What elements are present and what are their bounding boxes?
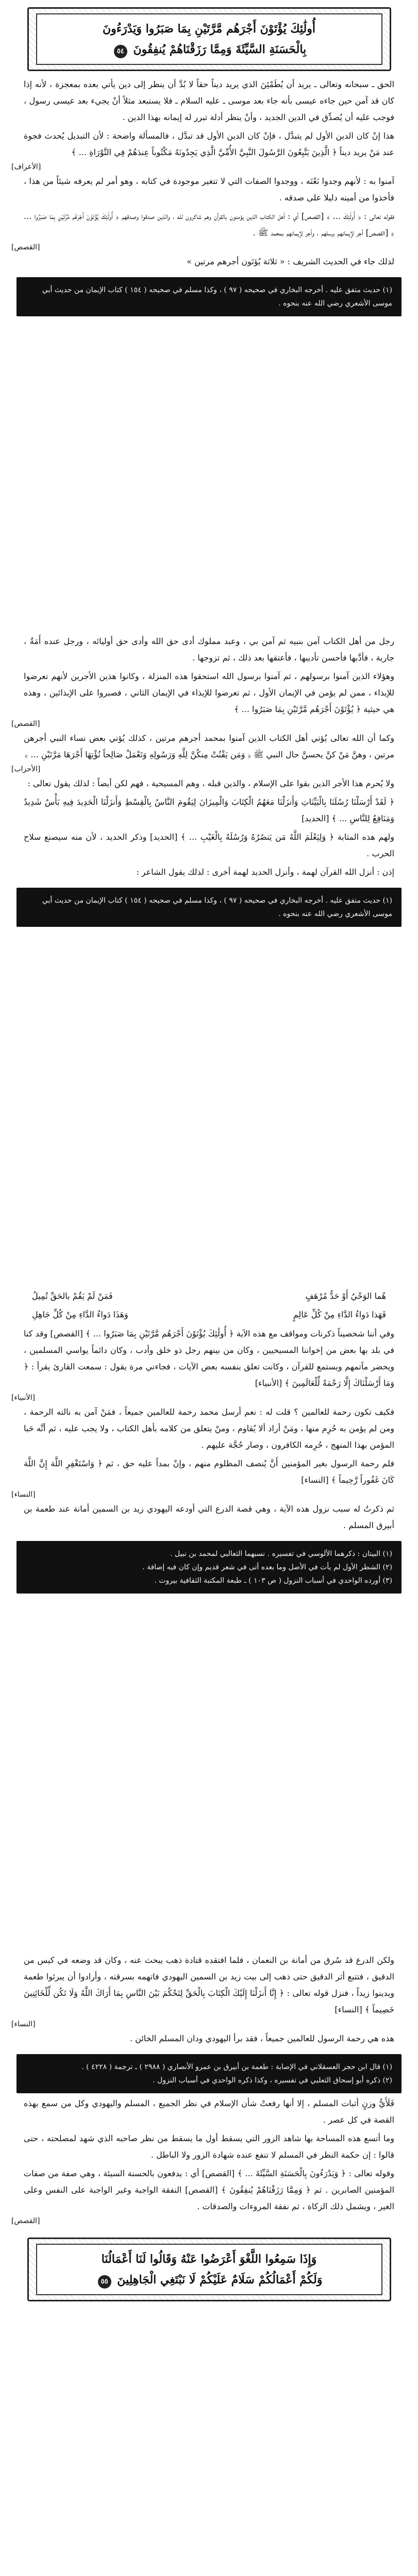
verse-line-1: وَإِذَا سَمِعُوا اللَّغْوَ أَعْرَضُوا عَنْهُ وَقَالُوا لَنَا أَعْمَالُنَا: [101, 2252, 317, 2266]
footnote: (١) حديث متفق عليه . أخرجه البخاري في صحيحه ( ٩٧ ) ، وكذا مسلم في صحيحه ( ١٥٤ ) كتاب الإيمان من حديث أبي موسى الأشعري رضي الله عنه بنحوه .: [42, 896, 392, 918]
paragraph: ﴿ لَقَدْ أَرْسَلْنَا رُسُلَنَا بِالْبَيِّنَاتِ وَأَنزَلْنَا مَعَهُمُ الْكِتَابَ وَالْمِيزَانَ لِيَقُومَ النَّاسُ بِالْقِسْطِ وَأَنزَلْنَا الْحَدِيدَ فِيهِ بَأْسٌ شَدِيدٌ وَمَنَافِعُ لِلنَّاسِ ... ﴾ [الحديد]: [24, 797, 394, 823]
surah-reference: [الأنبياء]: [11, 1394, 35, 1402]
footnote-box: [16, 277, 402, 316]
verse-banner: [27, 2238, 391, 2301]
paragraph: ولكن الدرع قد سُرق من أمانة بن النعمان ، فلما افتقده قتادة ذهب يبحث عنه ، وكان قد وضعه في كيس من الدقيق ، فتتبع أثر الدقيق حتى ذهب إلى بيت زيد بن السمين اليهودي فاتهمه بسرقته ، وأرادوا أن يبرئوا طعمة ويدينوا زيداً ، فنزل قوله تعالى : ﴿ إِنَّا أَنزَلْنَا إِلَيْكَ الْكِتَابَ بِالْحَقِّ لِتَحْكُمَ بَيْنَ النَّاسِ بِمَا أَرَاكَ اللَّهُ وَلَا تَكُن لِّلْخَائِنِينَ خَصِيماً ﴾ [النساء]: [24, 1955, 395, 2014]
footnote-box: [16, 1541, 402, 1594]
ayah-number-badge: ٥٥: [98, 2275, 111, 2289]
ayah-number-badge: ٥٤: [114, 45, 127, 58]
paragraph: آمنوا به : لأنهم وجدوا نَعْتَه ، ووجدوا الصفات التي لا تتغير موجودة في كتابه ، وهو أمر لم يعرفه شيئاً من هذا ، فأخذوا من أمينه دليلا على صدقه .: [24, 176, 394, 202]
surah-reference: [القصص]: [11, 2217, 40, 2225]
paragraph: الحق ـ سبحانه وتعالى ـ يريد أن يُطَمْئِنَ الذي يريد ديناً حقاً لا بُدَّ أن ينظر إلى دين يأتي بعده بمعجزة ، لأنه إذا كان قد آمن حين جاءه عيسى بأنه جاء بعد موسى ـ عليه السلام ـ فلا يستبعد مثلاً أنْ يجيء بعد عيسى رسول ، فوجب عليه أن يُصدِّق في الدين الجديد ، وأنْ ينظر أدلة تبرر له إيمانه بهذا الدين .: [24, 79, 394, 122]
surah-reference: [القصص]: [11, 243, 40, 251]
paragraph: فكيف تكون رحمة للعالمين ؟ قلت له : نعم أرسل محمد رحمة للعالمين جميعاً ، فمَنْ آمن به نالته الرحمة ، ومن لم يؤمن به حُرِم منها ، ومَنْ أراد ألا يُقاوم ، ومنْ يتعلق من كلامه بأهل الكتاب ، ولا يجب عليه ، ثم أنَّه حَبا المؤمن بهذا المنهج ، حُرِمه الكافرون ، وصار حُجَّة عليهم .: [24, 1407, 395, 1450]
verse-line-2: بِالْحَسَنَةِ السَّيِّئَةَ وَمِمَّا رَزَقْنَاهُمْ يُنفِقُونَ ٥٤: [44, 39, 374, 60]
footnote: (٢) الشطر الأول لم يأت في الأصل وما بعده أتى في شعر قديم وإن كان فيه إضافة .: [142, 1563, 392, 1571]
verse-banner-text: [36, 13, 382, 65]
paragraph: فلم رحمة الرسول بغير المؤمنين أَنَّ يُنصف المظلوم منهم ، وإنْ بمداً عليه حق ، ثم ﴿ وَاسْتَغْفِرِ اللَّهَ إِنَّ اللَّهَ كَانَ غَفُوراً رَّحِيماً ﴾ [النساء]: [24, 1459, 394, 1485]
book-page-4: [11, 1950, 407, 2576]
poem-hemistich: هُما الوَحْيُ أَوْ حَدُّ مُرْهَفٍ: [305, 1291, 386, 1301]
poem-hemistich: فَهَذا دَواءُ الدَّاءِ مِنْ كُلِّ عَالِمٍ: [293, 1310, 386, 1319]
verse-banner-text: [36, 2244, 382, 2295]
book-page-1: [11, 0, 407, 631]
paragraph: وكما أن الله تعالى يُؤتي أهل الكتاب الذين آمنوا بمحمد أجرهم مرتين ، كذلك يُؤتي بعض نساء النبي أجرهن مرتين ، وهنَّ مَنْ كنَّ يحسنَّ حال النبي ﷺ ﴿ وَمَن يَقْنُتْ مِنكُنَّ لِلَّهِ وَرَسُولِهِ وَتَعْمَلْ صَالِحاً نُؤْتِهَا أَجْرَهَا مَرَّتَيْنِ ... ﴾: [24, 733, 394, 759]
paragraph: إذن : أنزل الله القرآن لهمة ، وأنزل الحديد لهمة أخرى : لذلك يقول الشاعر :: [136, 867, 394, 877]
poem-verse: [32, 1289, 386, 1304]
book-page-3: [11, 1285, 407, 1950]
surah-reference: [النساء]: [11, 2020, 36, 2028]
surah-reference: [الأحزاب]: [11, 765, 41, 773]
poem-verse: [32, 1307, 386, 1323]
footnote: (١) البيتان : ذكرهما الألوسي في تفسيره . نسبهما الثعالبي لمحمد بن نبيل .: [170, 1550, 392, 1558]
paragraph: رجل من أهل الكتاب آمن بنبيه ثم آمن بي ، وعبد مملوك أدى حق الله وأدى حق أوليائه ، ورجل عنده أَمَةٌ ، جارية ، فأدَّبها فأحسن تأديبها ، فأعتقها بعد ذلك ، ثم تزوجها .: [24, 636, 394, 663]
paragraph: لذلك جاء في الحديث الشريف : « ثلاثة يُؤتَون أجرهم مرتين »: [187, 257, 394, 266]
footnote: (١) حديث متفق عليه . أخرجه البخاري في صحيحه ( ٩٧ ) ، وكذا مسلم في صحيحه ( ١٥٤ ) كتاب الإيمان من حديث أبي موسى الأشعري رضي الله عنه بنحوه .: [42, 286, 392, 308]
verse-line-2: وَلَكُمْ أَعْمَالُكُمْ سَلَامٌ عَلَيْكُمْ لَا نَبْتَغِي الْجَاهِلِينَ ٥٥: [44, 2269, 374, 2290]
footnote: (١) قال ابن حجر العسقلاني في الإصابة : طعمة بن أبيرق بن عمرو الأنصاري ( ٢٩٨٨ ) ـ ترجمة ( ٤٢٢٨ ) .: [81, 2063, 392, 2071]
paragraph: وقوله تعالى : ﴿ وَيَدْرَءُونَ بِالْحَسَنَةِ السَّيِّئَةَ ... ﴾ [القصص] أي : يدفعون بالحسنة السيئة ، وهي صفة من صفات المؤمنين الصابرين . ثم ﴿ وَمِمَّا رَزَقْنَاهُمْ يُنفِقُونَ ﴾ [القصص] النفقة الواجبة وغير الواجبة على النفس وعلى الغير ، ويشمل ذلك الزكاة ، ثم نفقة المروءات والصدقات .: [24, 2168, 394, 2211]
book-page-2: [11, 631, 407, 1285]
poem-hemistich: فَمَنْ لَمْ يَقُمْ بالحَقِّ تُمِيلُ: [32, 1291, 113, 1301]
surah-reference: [النساء]: [11, 1490, 36, 1499]
poem-hemistich: وَهَذَا دَواءُ الدَّاءِ مِنْ كُلِّ جَاهِلِ: [32, 1310, 128, 1319]
surah-reference: [القصص]: [11, 720, 40, 728]
footnote-box: [16, 2054, 402, 2093]
paragraph: ثم ذكرتُ له سبب نزول هذه الآية ، وهي قصة الدرع التي أودعه اليهودي زيد بن السمين أمانة عند طعمة بن أبيرق المسلم .: [24, 1504, 394, 1530]
footnote: (٣) أورده الواحدي في أسباب النزول ( ص ١٠٣ ) ـ طبعة المكتبة الثقافية بيروت .: [154, 1577, 392, 1585]
paragraph: فقوله تعالى : ﴿ أُولَٰئِكَ ... ﴾ [القصص] أي : أهل الكتاب الذين يؤمنون بالقرآن وهم شاكرون لله ، والذين صدقوا وصدقهم ﴿ أُولَٰئِكَ يُؤْتَوْنَ أَجْرَهُم مَّرَّتَيْنِ بِمَا صَبَرُوا ... ﴾ [القصص] أجر لإيمانهم برسلهم ، وأجر لإيمانهم بمحمد ﷺ .: [24, 211, 394, 238]
paragraph: وما أتسع هذه المساحة بها شاهد الزور التي يسقط أول ما يسقط من نظر صاحبه الذي شهد لمصلحته ، حتى قالوا : إن حكمة النظر في المسلم لا تنفع عنده شهادة الزور ولا الباطل .: [24, 2133, 394, 2160]
paragraph: ولهم هذه المثابة ﴿ وَلِيَعْلَمَ اللَّهُ مَن يَنصُرُهُ وَرُسُلَهُ بِالْغَيْبِ ... ﴾ [الحديد] وذكر الحديد ، لأن منه سيصنع سلاح الحرب .: [24, 832, 394, 858]
paragraph: هذا إنْ كان الدين الأول لم يتبدَّل ، فإنْ كان الدين الأول قد تبدَّل ، فالمسألة واضحة : لأن التبديل يُحدث فجوة عند مَنْ يريد ديناً ﴿ الَّذِينَ يَتَّبِعُونَ الرَّسُولَ النَّبِيَّ الأُمِّيَّ الَّذِي يَجِدُونَهُ مَكْتُوباً عِندَهُمْ فِي التَّوْرَاةِ ... ﴾: [24, 131, 394, 157]
verse-banner: [27, 7, 391, 71]
paragraph: هذه هي رحمة الرسول للعالمين جميعاً ، فقد برأ اليهودي ودان المسلم الخائن .: [129, 2033, 394, 2043]
footnote-box: [16, 888, 402, 927]
paragraph: ولا يُحرم هذا الأجر الذين بقوا على الإسلام ، والذين قبله ، وهم المسيحية ، فهم لكن أيضاً : لذلك يقول تعالى :: [27, 778, 394, 788]
verse-line-1: أُولَٰئِكَ يُؤْتَوْنَ أَجْرَهُم مَّرَّتَيْنِ بِمَا صَبَرُوا وَيَدْرَءُونَ: [102, 22, 315, 36]
surah-reference: [الأعراف]: [11, 163, 41, 171]
paragraph: وهؤلاء الذين آمنوا برسولهم ، ثم آمنوا برسول الله استحقوا هذه المنزلة ، وكانوا هذين الأجرين لأنهم تعرضوا للإيذاء ، ممن لم يؤمن في الإيمان الأول ، ثم تعرضوا للإيذاء في الإيمان الثاني ، فصبروا على الإيذائين ، وهذه هي حيثية ﴿ يُؤْتَوْنَ أَجْرَهُم مَّرَّتَيْنِ بِمَا صَبَرُوا ... ﴾: [24, 671, 395, 714]
footnote: (٢) ذكره أبو إسحاق الثعلبي في تفسيره ، وكذا ذكره الواحدي في أسباب النزول .: [153, 2076, 392, 2084]
paragraph: وفي أننا شخصيناً ذكرنات ومواقف مع هذه الآية ﴿ أُولَٰئِكَ يُؤْتَوْنَ أَجْرَهُم مَّرَّتَيْنِ بِمَا صَبَرُوا ... ﴾ [القصص] وقد كنا في بلد بها بعض من إخواننا المسيحيين ، وكان من بينهم رجل ذو خلق وأدب ، وكان دائماً يواسي المسلمين ، ويحضر مآتمهم ويستمع للقرآن ، وكانت تعلق بنفسه بعض الآيات ، فجاءني مرة يقول : سمعت القارئ يقرأ : ﴿ وَمَا أَرْسَلْنَاكَ إِلَّا رَحْمَةً لِّلْعَالَمِينَ ﴾ [الأنبياء]: [24, 1329, 395, 1388]
paragraph: فَلَأَيُّ وزنٍ أثبات المسلم ، إلا أنها رفعتْ شأن الإسلام في نظر الجميع ، المسلم واليهودي وكل من سمع بهذه القصة في كل عصر .: [24, 2098, 394, 2125]
